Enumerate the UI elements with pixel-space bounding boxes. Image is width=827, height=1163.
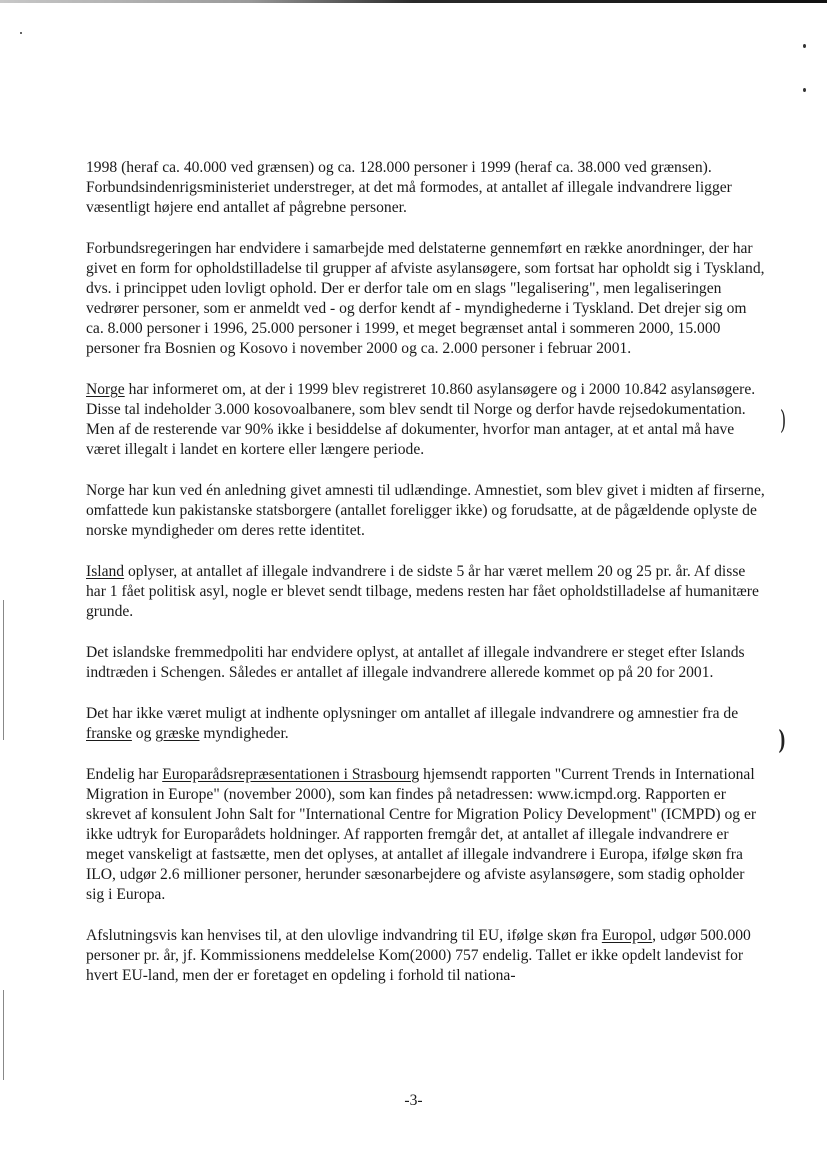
scan-speck <box>20 32 22 34</box>
punch-hole-mark: ) <box>778 726 786 756</box>
paragraph <box>86 704 766 744</box>
document-body <box>86 158 766 1007</box>
paragraph-text: har informeret om, at der i 1999 blev registreret 10.860 asylansøgere og i 2000 10.842 asylansøgere. Disse tal indeholder 3.000 kosovoalbanere, som blev sendt til Norge og derfor havde rejsedokumentation. Men af de resterende var 90% ikke i besiddelse af dokumenter, hvorfor man antager, at et antal må have været illegalt i landet en kortere eller længere periode. <box>86 381 756 458</box>
scan-speck <box>803 88 806 92</box>
paragraph <box>86 380 766 460</box>
underlined-term: Europol <box>601 927 653 944</box>
paragraph-text: Det islandske fremmedpoliti har endvidere oplyst, at antallet af illegale indvandrere er steget efter Islands indtræden i Schengen. Således er antallet af illegale indvandrere allerede kommet op på 20 for 2001. <box>86 644 745 681</box>
paragraph <box>86 239 766 359</box>
underlined-term: franske <box>86 725 132 742</box>
paragraph <box>86 765 766 905</box>
paragraph-text: oplyser, at antallet af illegale indvandrere i de sidste 5 år har været mellem 20 og 25 pr. år. Af disse har 1 fået politisk asyl, nogle er blevet sendt tilbage, medens resten har fået opholdstilladelse af humanitære grunde. <box>86 563 759 620</box>
page-number: -3- <box>404 1092 423 1109</box>
paragraph <box>86 926 766 986</box>
scan-speck <box>803 44 806 48</box>
paragraph-text: , udgør 500.000 personer pr. år, jf. Kommissionens meddelelse Kom(2000) 757 endelig. Tallet er ikke opdelt landevist for hvert EU-land, men der er foretaget en opdeling i forhold til nationa- <box>86 927 751 984</box>
paragraph-text: Endelig har <box>86 766 163 783</box>
underlined-term: Europarådsrepræsentationen i Strasbourg <box>162 766 420 783</box>
paragraph-text: Norge har kun ved én anledning givet amnesti til udlændinge. Amnestiet, som blev givet i midten af firserne, omfattede kun pakistanske statsborgere (antallet foreligger ikke) og forudsatte, at de pågældende oplyste de norske myndigheder om deres rette identitet. <box>86 482 765 539</box>
scan-margin-line <box>3 600 4 740</box>
paragraph-text: Afslutningsvis kan henvises til, at den ulovlige indvandring til EU, ifølge skøn fra <box>86 927 602 944</box>
paragraph-text: Forbundsregeringen har endvidere i samarbejde med delstaterne gennemført en række anordninger, der har givet en form for opholdstilladelse til grupper af afviste asylansøgere, som fortsat har opholdt sig i Tyskland, dvs. i princippet uden lovligt ophold. Der er derfor tale om en slags "legalisering", men legaliseringen vedrører personer, som er anmeldt ved - og derfor kendt af - myndighederne i Tyskland. Det drejer sig om ca. 8.000 personer i 1996, 25.000 personer i 1999, et meget begrænset antal i sommeren 2000, 15.000 personer fra Bosnien og Kosovo i november 2000 og ca. 2.000 personer i februar 2001. <box>86 240 765 357</box>
underlined-country: Island <box>86 563 125 580</box>
paragraph <box>86 643 766 683</box>
paragraph <box>86 562 766 622</box>
underlined-country: Norge <box>86 381 125 398</box>
paragraph-text: 1998 (heraf ca. 40.000 ved grænsen) og ca. 128.000 personer i 1999 (heraf ca. 38.000 ved grænsen). Forbundsindenrigsministeriet understreger, at det må formodes, at antallet af illegale indvandrere ligger væsentligt højere end antallet af pågrebne personer. <box>86 159 732 216</box>
paragraph <box>86 481 766 541</box>
scan-margin-line <box>3 990 4 1080</box>
paragraph-text: hjemsendt rapporten "Current Trends in International Migration in Europe" (november 2000), som kan findes på netadressen: www.icmpd.org. Rapporten er skrevet af konsulent John Salt for "International Centre for Migration Policy Development" (ICMPD) og er ikke udtryk for Europarådets holdninger. Af rapporten fremgår det, at antallet af illegale indvandrere er meget vanskeligt at fastsætte, men det oplyses, at antallet af illegale indvandrere i Europa, ifølge skøn fra ILO, udgør 2.6 millioner personer, herunder sæsonarbejdere og afviste asylansøgere, som stadig opholder sig i Europa. <box>86 766 757 903</box>
paragraph <box>86 158 766 218</box>
paragraph-text: Det har ikke været muligt at indhente oplysninger om antallet af illegale indvandrere og amnestier fra de <box>86 705 739 722</box>
punch-hole-mark: ) <box>780 406 787 436</box>
paragraph-text: og <box>131 725 156 742</box>
underlined-term: græske <box>155 725 200 742</box>
scan-top-rule <box>0 0 827 3</box>
paragraph-text: myndigheder. <box>199 725 289 742</box>
